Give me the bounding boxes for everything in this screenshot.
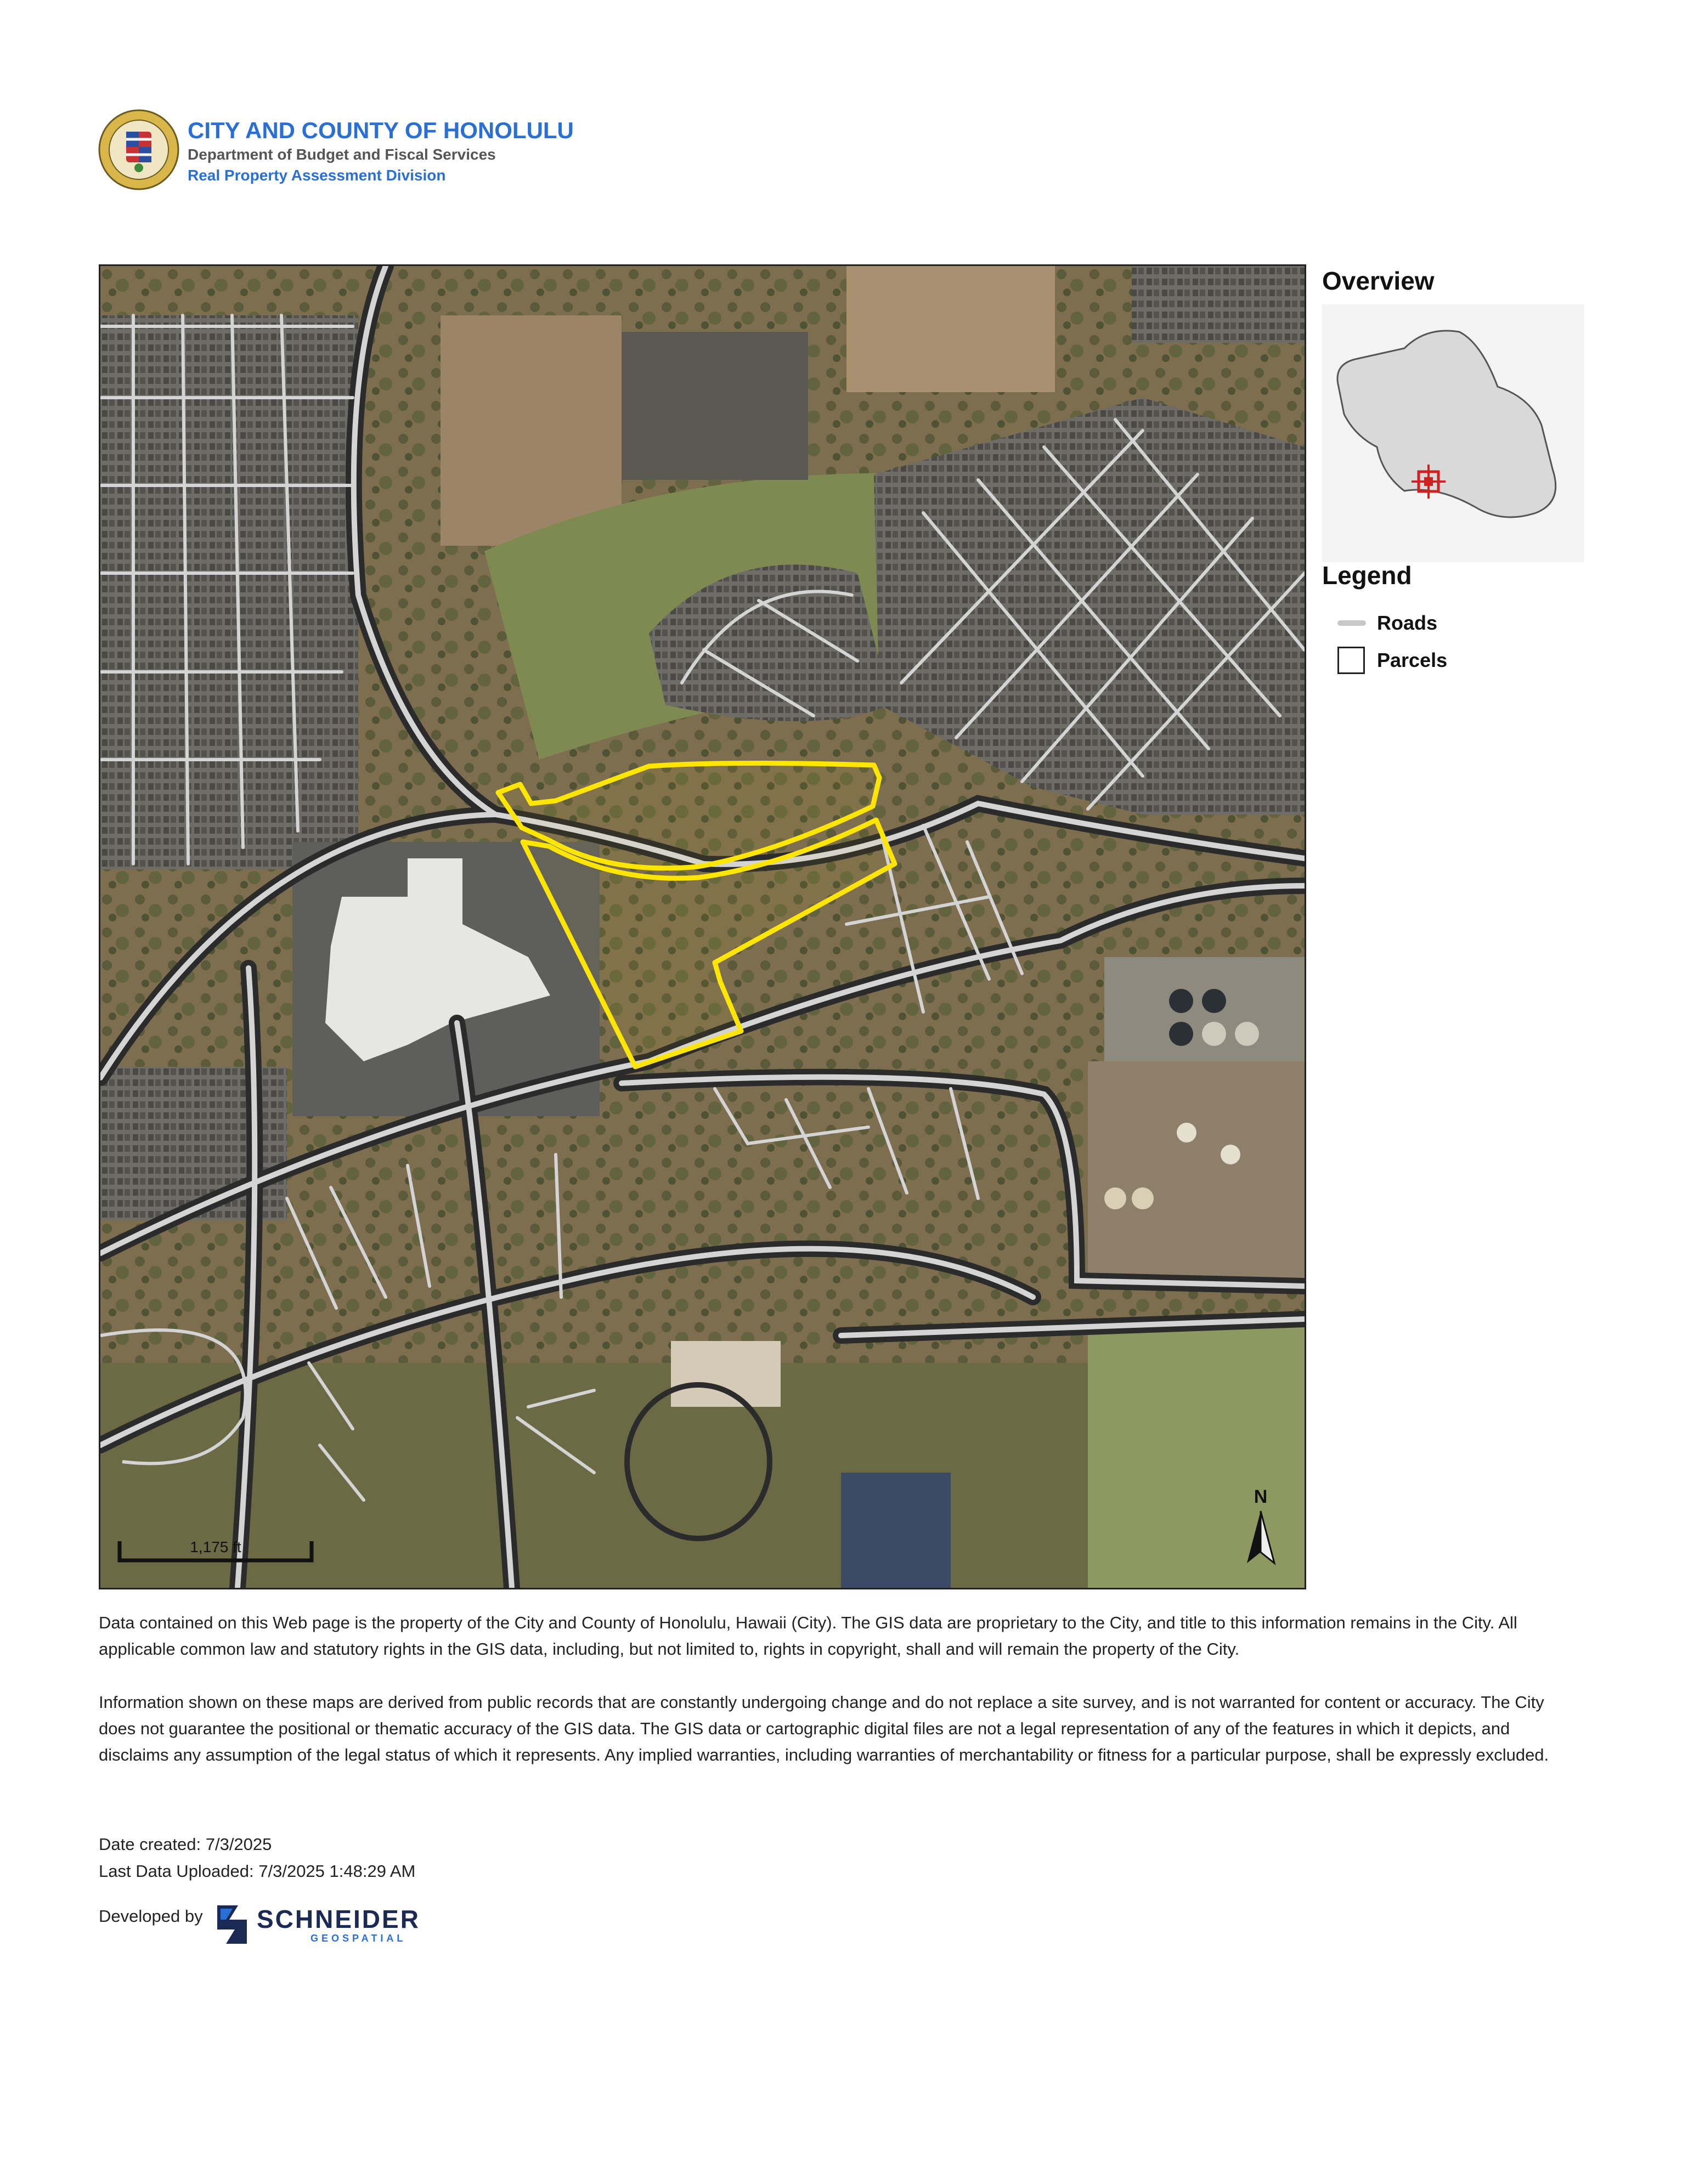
legend-item-parcels — [1337, 646, 1447, 675]
dry-field — [846, 266, 1055, 392]
developed-by-label: Developed by — [99, 1906, 203, 1926]
org-department: Department of Budget and Fiscal Services — [188, 146, 496, 163]
dry-field — [441, 315, 622, 546]
green-field — [1088, 1319, 1305, 1588]
legend-heading: Legend — [1322, 561, 1412, 590]
legend-label: Parcels — [1377, 649, 1448, 671]
org-division: Real Property Assessment Division — [188, 167, 446, 184]
org-title: CITY AND COUNTY OF HONOLULU — [188, 117, 574, 143]
scale-label: 1,175 ft — [190, 1538, 241, 1555]
schneider-logo[interactable] — [213, 1901, 432, 1950]
overview-heading: Overview — [1322, 267, 1435, 295]
north-label: N — [1254, 1486, 1268, 1507]
disclaimer-paragraph-2: Information shown on these maps are derived from public records that are constantly undergoing change and do not replace a site survey, and is not warranted for content or accuracy. The City does not guarantee the positional or thematic accuracy of the GIS data. The GIS data or cartographic digital files are not a legal representation of any of the features in which it depicts, and disclaims any assumption of the legal status of which it represents. Any implied warranties, including warranties of merchantability or fitness for a particular purpose, shall be expressly excluded. — [99, 1693, 1549, 1764]
schneider-sub: GEOSPATIAL — [310, 1933, 407, 1944]
oahu-overview-icon — [1322, 304, 1584, 562]
date-created: Date created: 7/3/2025 — [99, 1835, 272, 1854]
legend-label: Roads — [1377, 612, 1438, 634]
quarry-clearing — [671, 1341, 781, 1407]
schneider-logo-icon — [213, 1901, 251, 1948]
parcel-map[interactable] — [99, 264, 1306, 1589]
treatment-plant — [1104, 957, 1305, 1061]
date-uploaded: Last Data Uploaded: 7/3/2025 1:48:29 AM — [99, 1862, 416, 1881]
legend-item-roads — [1337, 609, 1437, 637]
parcel-swatch-icon — [1337, 647, 1365, 674]
residential-area — [1132, 266, 1305, 343]
header — [98, 109, 591, 196]
disclaimer-paragraph-1: Data contained on this Web page is the property of the City and County of Honolulu, Hawaii (City). The GIS data are proprietary to the City, and title to this information remains in the City. All applicable common law and statutory rights in the GIS data, including, but not limited to, rights in copyright, shall and will remain the property of the City. — [99, 1613, 1517, 1659]
road-swatch-icon — [1337, 620, 1366, 626]
city-seal-icon — [98, 109, 180, 191]
aerial-map-canvas[interactable] — [100, 266, 1305, 1588]
overview-map[interactable] — [1322, 304, 1584, 562]
industrial-area — [1088, 1061, 1305, 1281]
schneider-name: SCHNEIDER — [257, 1905, 420, 1933]
solar-array — [841, 1473, 951, 1588]
apartment-complex — [622, 332, 808, 480]
